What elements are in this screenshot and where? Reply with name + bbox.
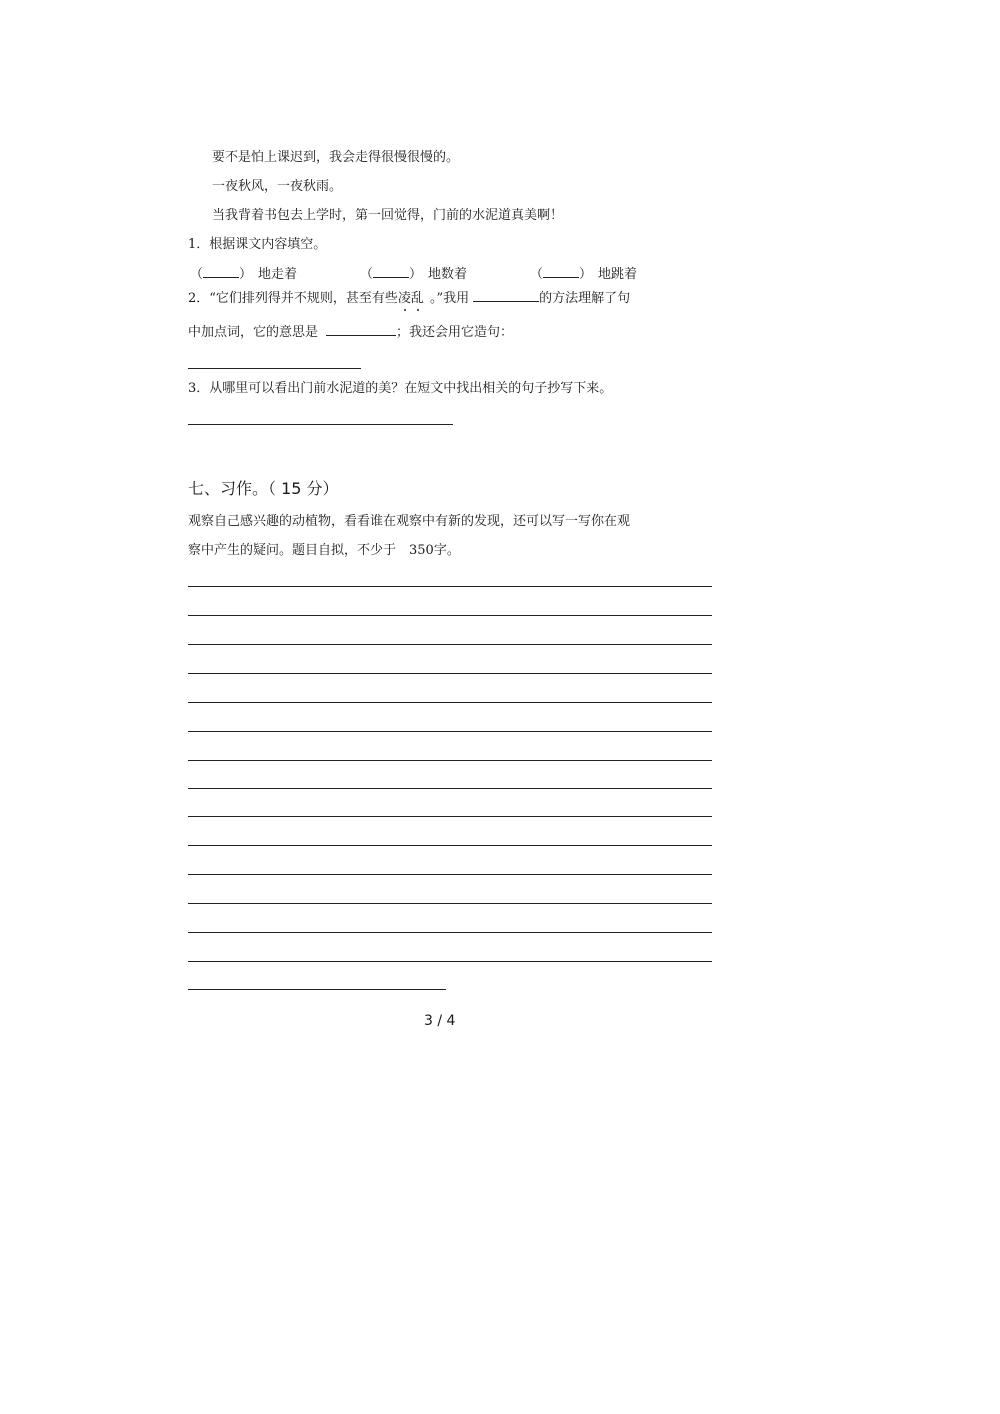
question-2-line-1: 2．“它们排列得并不规则，甚至有些凌乱 。”我用 的方法理解了句 (188, 289, 630, 308)
emphasis-dot (417, 309, 419, 311)
page-number: 3 / 4 (424, 1013, 456, 1029)
writing-line[interactable] (188, 816, 712, 817)
question-3-answer-line[interactable] (188, 424, 453, 425)
fill-blank[interactable] (203, 265, 239, 278)
passage-line-2: 一夜秋风，一夜秋雨。 (212, 179, 343, 194)
question-3-prompt: 3．从哪里可以看出门前水泥道的美？在短文中找出相关的句子抄写下来。 (188, 381, 613, 396)
writing-line[interactable] (188, 961, 712, 962)
writing-line[interactable] (188, 702, 712, 703)
method-blank[interactable] (473, 289, 539, 302)
writing-line[interactable] (188, 874, 712, 875)
sentence-answer-line[interactable] (188, 368, 361, 369)
question-2-line-2: 中加点词，它的意思是 ；我还会用它造句： (188, 325, 514, 340)
writing-line[interactable] (188, 673, 712, 674)
question-1-item-3: （ ） 地跳着 (530, 267, 638, 282)
writing-line[interactable] (188, 586, 712, 587)
question-1-prompt: 1．根据课文内容填空。 (188, 237, 327, 252)
question-1-item-2: （ ） 地数着 (360, 267, 468, 282)
passage-line-3: 当我背着书包去上学时，第一回觉得，门前的水泥道真美啊！ (212, 208, 564, 223)
composition-instructions-line-2: 察中产生的疑问。题目自拟，不少于 350字。 (188, 543, 460, 558)
writing-line[interactable] (188, 903, 712, 904)
meaning-blank[interactable] (326, 323, 396, 336)
section-7-heading: 七、习作。（ 15 分） (188, 479, 339, 498)
composition-instructions-line-1: 观察自己感兴趣的动植物，看看谁在观察中有新的发现，还可以写一写你在观 (188, 514, 631, 529)
fill-blank[interactable] (373, 265, 409, 278)
writing-line[interactable] (188, 932, 712, 933)
writing-line[interactable] (188, 731, 712, 732)
writing-line[interactable] (188, 788, 712, 789)
writing-line[interactable] (188, 615, 712, 616)
question-1-item-1: （ ） 地走着 (190, 267, 298, 282)
writing-line[interactable] (188, 760, 712, 761)
fill-blank[interactable] (543, 265, 579, 278)
passage-line-1: 要不是怕上课迟到，我会走得很慢很慢的。 (212, 150, 460, 165)
writing-line[interactable] (188, 644, 712, 645)
emphasis-dot (404, 309, 406, 311)
writing-line[interactable] (188, 845, 712, 846)
dotted-word: 凌乱 (398, 291, 424, 306)
writing-line[interactable] (188, 989, 446, 990)
